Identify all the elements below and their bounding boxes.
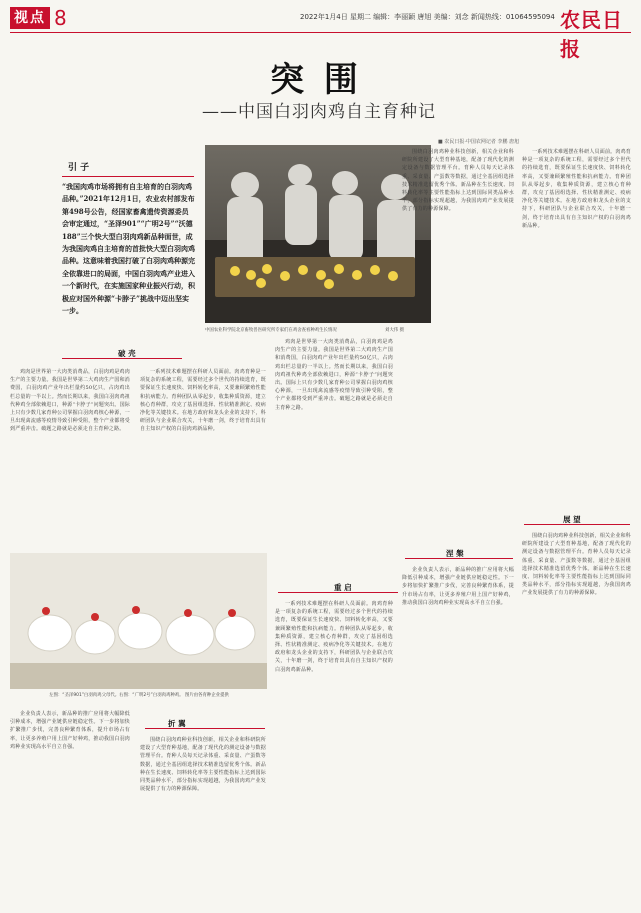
section-rule <box>405 558 513 559</box>
issue-meta: 2022年1月4日 星期二 编辑：李丽颖 唐旭 美编：刘念 新闻热线：01064595094 <box>300 13 555 21</box>
article-column-2 <box>140 368 266 548</box>
section-label-turn: 折 翼 <box>168 719 186 728</box>
column-text: 一系列技术难题摆在科研人员面前。肉鸡育种是一项复杂的系统工程，需要经过多个世代的持续选育，既要保证生长速度快、饲料转化率高，又要兼顾繁殖性能和抗病能力。育种团队从零起步，收集种质资源，建立核心育种群，攻克了基因组选择、性状精准测定、疫病净化等关键技术。在地方政府和龙头企业的支持下，科研团队与企业联合攻关，十年磨一剑，终于培育出具有自主知识产权的白羽肉鸡新品种。 <box>140 369 266 433</box>
photo-caption: 中国农业科学院北京畜牧兽医研究所专家们在鸡舍查看种鸡生长情况 <box>205 328 337 333</box>
column-text: 围绕白羽肉鸡种业科技创新，相关企业和科研院所建设了大型育种基地，配备了现代化的测定设备与数据管理平台。育种人员每天记录体重、采食量、产蛋数等数据，通过全基因组选择技术精准选留优秀个体。新品种在生长速度、饲料转化率等主要性能指标上达到国际同类品种水平，部分指标实现超越，为我国肉鸡产业发展提供了有力的种源保障。 <box>140 737 266 793</box>
article-column-8 <box>402 566 514 906</box>
column-text: 围绕白羽肉鸡种业科技创新，相关企业和科研院所建设了大型育种基地，配备了现代化的测定设备与数据管理平台。育种人员每天记录体重、采食量、产蛋数等数据，通过全基因组选择技术精准选留优秀个体。新品种在生长速度、饲料转化率等主要性能指标上达到国际同类品种水平，部分指标实现超越，为我国肉鸡产业发展提供了有力的种源保障。 <box>522 533 631 597</box>
subheadline: ——中国白羽肉鸡自主育种记 <box>202 102 436 122</box>
article-column-5 <box>275 338 393 568</box>
section-rule <box>524 524 630 525</box>
section-label-outlook: 展 望 <box>563 515 581 524</box>
column-text: 围绕白羽肉鸡种业科技创新，相关企业和科研院所建设了大型育种基地，配备了现代化的测定设备与数据管理平台。育种人员每天记录体重、采食量、产蛋数等数据，通过全基因组选择技术精准选留优秀个体。新品种在生长速度、饲料转化率等主要性能指标上达到国际同类品种水平，部分指标实现超越，为我国肉鸡产业发展提供了有力的种源保障。 <box>402 149 514 213</box>
byline: ■ 农民日报·中国农网记者 李鹏 唐旭 <box>438 139 520 145</box>
article-column-9 <box>522 148 631 508</box>
section-label-focus: 重 启 <box>334 583 352 592</box>
page-header <box>0 0 641 61</box>
column-text: 鸡肉是世界第一大肉类消费品，白羽肉鸡是鸡肉生产的主要力量。我国是世界第二大鸡肉生产国和消费国，白羽肉鸡产业年出栏量约50亿只，占肉鸡出栏总量的一半以上。然而长期以来，我国白羽肉鸡祖代种鸡全部依赖进口，种源“卡脖子”问题突出。国际上只有少数几家育种公司掌握白羽肉鸡核心种源，一旦出现禽流感等疫情导致引种受阻，整个产业都将受到严重冲击。破题之路就是必须走自主育种之路。 <box>10 369 130 433</box>
column-text: 一系列技术难题摆在科研人员面前。肉鸡育种是一项复杂的系统工程，需要经过多个世代的持续选育，既要保证生长速度快、饲料转化率高，又要兼顾繁殖性能和抗病能力。育种团队从零起步，收集种质资源，建立核心育种群，攻克了基因组选择、性状精准测定、疫病净化等关键技术。在地方政府和龙头企业的支持下，科研团队与企业联合攻关，十年磨一剑，终于培育出具有自主知识产权的白羽肉鸡新品种。 <box>522 149 631 229</box>
column-text: 鸡肉是世界第一大肉类消费品，白羽肉鸡是鸡肉生产的主要力量。我国是世界第二大鸡肉生产国和消费国，白羽肉鸡产业年出栏量约50亿只，占肉鸡出栏总量的一半以上。然而长期以来，我国白羽肉鸡祖代种鸡全部依赖进口，种源“卡脖子”问题突出。国际上只有少数几家育种公司掌握白羽肉鸡核心种源，一旦出现禽流感等疫情导致引种受阻，整个产业都将受到严重冲击。破题之路就是必须走自主育种之路。 <box>275 339 393 411</box>
section-label-awaken: 涅 槃 <box>446 549 464 558</box>
column-text: 企业负责人表示，新品种的推广应用将大幅降低引种成本，增强产业链供应链稳定性。下一步将加快扩繁推广步伐，完善良种繁育体系，提升市场占有率，让更多养殖户用上国产好种鸡，推动我国白羽肉鸡种业实现高水平自立自强。 <box>10 711 130 750</box>
article-column-4 <box>10 710 130 906</box>
section-rule <box>145 728 265 729</box>
hatchery-photo <box>205 145 431 323</box>
column-text: 企业负责人表示，新品种的推广应用将大幅降低引种成本，增强产业链供应链稳定性。下一步将加快扩繁推广步伐，完善良种繁育体系，提升市场占有率，让更多养殖户用上国产好种鸡，推动我国白羽肉鸡种业实现高水平自立自强。 <box>402 567 514 606</box>
header-rule <box>10 32 631 33</box>
article-column-7 <box>402 148 514 528</box>
article-column-10 <box>522 532 631 906</box>
article-column-6 <box>275 600 393 906</box>
section-tab: 视点 <box>10 7 50 29</box>
section-rule <box>278 592 398 593</box>
article-column-3 <box>140 736 266 906</box>
headline: 突 围 <box>270 60 362 100</box>
photographer-credit: 刘大伟 摄 <box>385 328 404 333</box>
intro-label: 引 子 <box>68 163 90 173</box>
chicken-photo <box>10 553 267 689</box>
section-label-breakthrough: 破 壳 <box>118 349 136 358</box>
section-rule <box>62 358 182 359</box>
article-column-1 <box>10 368 130 548</box>
page-number: 8 <box>54 6 67 30</box>
column-text: 一系列技术难题摆在科研人员面前。肉鸡育种是一项复杂的系统工程，需要经过多个世代的持续选育，既要保证生长速度快、饲料转化率高，又要兼顾繁殖性能和抗病能力。育种团队从零起步，收集种质资源，建立核心育种群，攻克了基因组选择、性状精准测定、疫病净化等关键技术。在地方政府和龙头企业的支持下，科研团队与企业联合攻关，十年磨一剑，终于培育出具有自主知识产权的白羽肉鸡新品种。 <box>275 601 393 673</box>
chicken-photo-caption: 左图：“圣泽901”白羽肉鸡父母代。右图：“广明2号”白羽肉鸡种鸡。 图片由各育种企业提供 <box>49 693 229 698</box>
intro-text: “我国肉鸡市场将拥有自主培育的白羽肉鸡品种。”2021年12月1日，农业农村部发布第498号公告，经国家畜禽遗传资源委员会审定通过，“圣泽901”“广明2号”“沃德188”三个快大型白羽肉鸡新品种面世，成为我国肉鸡自主培育的首批快大型白羽肉鸡品种。这意味着我国打破了白羽肉鸡种源完全依靠进口的局面，中国白羽肉鸡产业进入一个新时代，在实施国家种业振兴行动，积极应对国外种源“卡脖子”挑战中迈出坚实一步。 <box>62 182 195 316</box>
masthead-logo: 农民日报 <box>560 8 623 61</box>
intro-rule <box>62 176 194 177</box>
